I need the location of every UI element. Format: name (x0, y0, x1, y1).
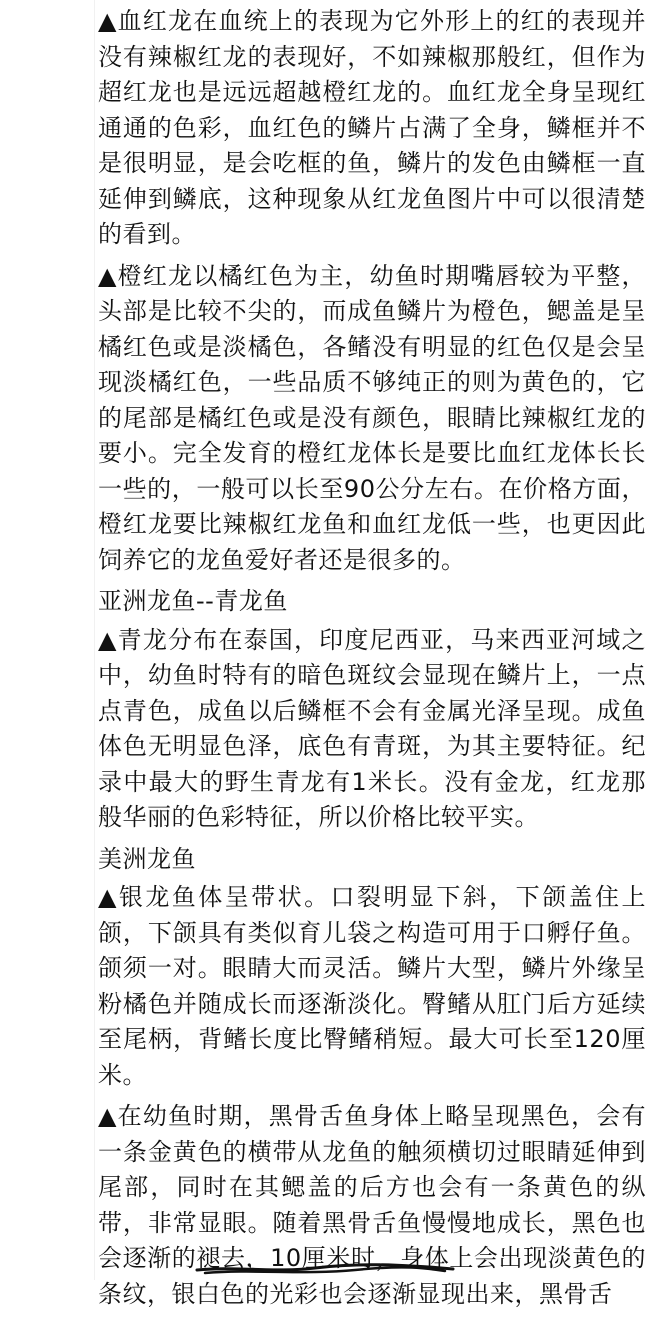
article-body (98, 4, 646, 1318)
paragraph-black-arowana: ▲在幼鱼时期，黑骨舌鱼身体上略呈现黑色，会有一条金黄色的横带从龙鱼的触须横切过眼睛延伸到尾部，同时在其鳃盖的后方也会有一条黄色的纵带，非常显眼。随着黑骨舌鱼慢慢地成长，黑色也会逐渐的褪去，10厘米时，身体上会出现淡黄色的条纹，银白色的光彩也会逐渐显现出来，黑骨舌 (98, 1102, 646, 1308)
paragraph-blood-red-dragon: ▲血红龙在血统上的表现为它外形上的红的表现并没有辣椒红龙的表现好，不如辣椒那般红，但作为超红龙也是远远超越橙红龙的。血红龙全身呈现红通通的色彩，血红色的鳞片占满了全身，鳞框并不是很明显，是会吃框的鱼，鳞片的发色由鳞框一直延伸到鳞底，这种现象从红龙鱼图片中可以很清楚的看到。 (98, 7, 646, 248)
paragraph-orange-red-dragon: ▲橙红龙以橘红色为主，幼鱼时期嘴唇较为平整，头部是比较不尖的，而成鱼鳞片为橙色，鳃盖是呈橘红色或是淡橘色，各鳍没有明显的红色仅是会呈现淡橘红色，一些品质不够纯正的则为黄色的，它的尾部是橘红色或是没有颜色，眼睛比辣椒红龙的要小。完全发育的橙红龙体长是要比血红龙体长长一些的，一般可以长至90公分左右。在价格方面，橙红龙要比辣椒红龙鱼和血红龙低一些，也更因此饲养它的龙鱼爱好者还是很多的。 (98, 261, 646, 574)
margin-divider (94, 0, 95, 1280)
paragraph-green-dragon: ▲青龙分布在泰国，印度尼西亚，马来西亚河域之中，幼鱼时特有的暗色斑纹会显现在鳞片上，一点点青色，成鱼以后鳞框不会有金属光泽呈现。成鱼体色无明显色泽，底色有青斑，为其主要特征。纪录中最大的野生青龙有1米长。没有金龙，红龙那般华丽的色彩特征，所以价格比较平实。 (98, 625, 646, 831)
section-heading-green-arowana: 亚洲龙鱼--青龙鱼 (98, 587, 288, 615)
paragraph-silver-arowana: ▲银龙鱼体呈带状。口裂明显下斜，下颌盖住上颌，下颌具有类似育儿袋之构造可用于口孵仔鱼。颌须一对。眼睛大而灵活。鳞片大型，鳞片外缘呈粉橘色并随成长而逐渐淡化。臀鳍从肛门后方延续至尾柄，背鳍长度比臀鳍稍短。最大可长至120厘米。 (98, 883, 646, 1089)
section-heading-american-arowana: 美洲龙鱼 (98, 844, 196, 873)
